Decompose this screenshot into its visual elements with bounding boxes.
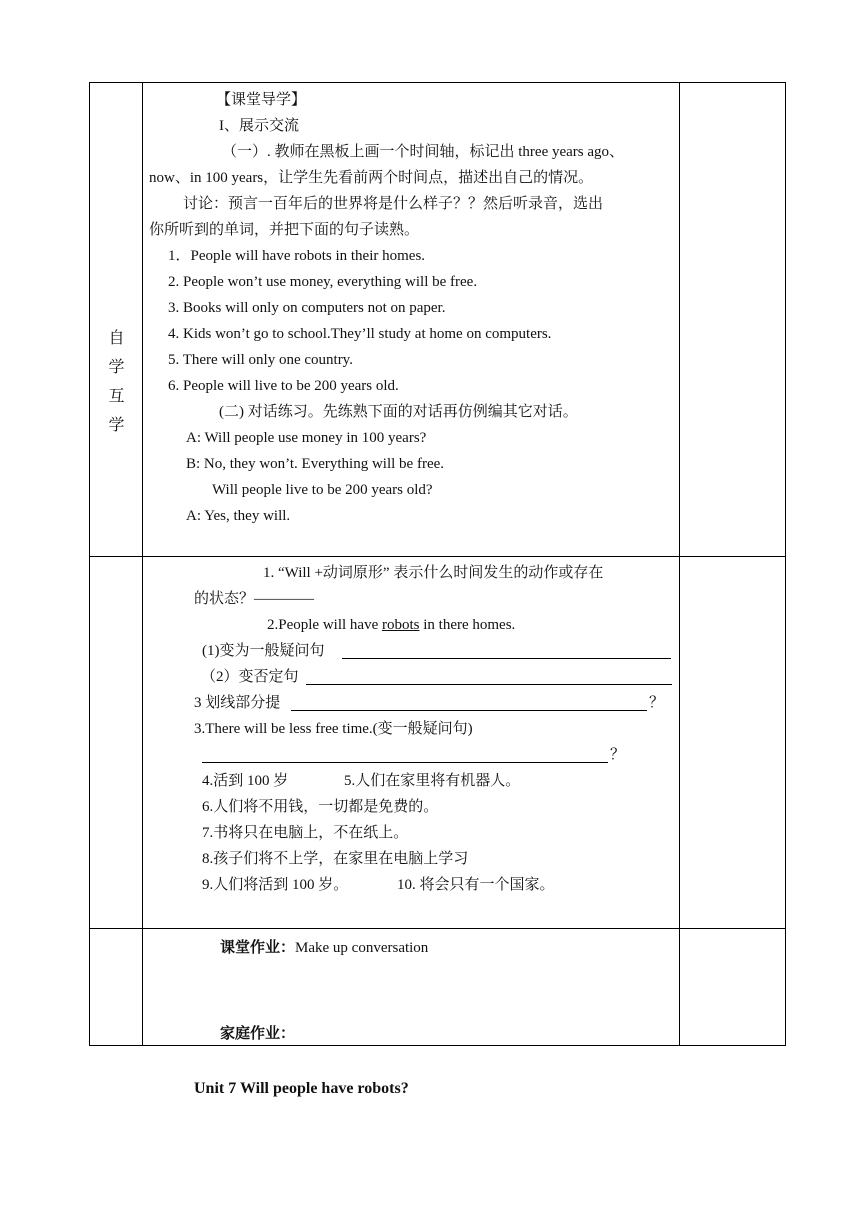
side-label: 自 学 互 学 bbox=[108, 328, 125, 434]
sentence-2: 2. People won’t use money, everything will be free. bbox=[168, 274, 478, 290]
unit-title: Unit 7 Will people have robots? bbox=[194, 1080, 409, 1097]
translation-4: 4.活到 100 岁 bbox=[202, 773, 289, 789]
question-1-line2: 的状态？———— bbox=[194, 591, 315, 607]
notes-cell bbox=[680, 83, 786, 557]
question-mark: ？ bbox=[649, 695, 665, 711]
answer-blank[interactable] bbox=[342, 658, 671, 659]
para2-line2: 你所听到的单词，并把下面的句子读熟。 bbox=[149, 222, 420, 238]
para1-line1: （一）. 教师在黑板上画一个时间轴，标记出 three years ago、 bbox=[222, 144, 625, 160]
row-label-cell-empty bbox=[90, 557, 143, 929]
dialogue-line-1: A: Will people use money in 100 years? bbox=[186, 430, 427, 446]
row-label-cell-empty bbox=[90, 929, 143, 1046]
para2-line1: 讨论：预言一百年后的世界将是什么样子？？然后听录音，选出 bbox=[183, 196, 604, 212]
homework-line bbox=[220, 1024, 295, 1043]
row-label-cell bbox=[90, 83, 143, 557]
sentence-5: 5. There will only one country. bbox=[168, 352, 353, 368]
table-row-self-study bbox=[90, 83, 786, 557]
answer-blank[interactable] bbox=[202, 762, 608, 763]
answer-blank[interactable] bbox=[306, 684, 672, 685]
notes-cell bbox=[680, 557, 786, 929]
content-cell-exercises bbox=[143, 557, 680, 929]
classwork-line bbox=[220, 938, 428, 957]
translation-7: 7.书将只在电脑上，不在纸上。 bbox=[202, 825, 409, 841]
content-cell-self-study bbox=[143, 83, 680, 557]
task-negative: （2）变否定句 bbox=[201, 669, 299, 685]
lesson-plan-table bbox=[89, 82, 786, 1046]
question-mark: ？ bbox=[610, 747, 626, 763]
table-row-exercises bbox=[90, 557, 786, 929]
sentence-1: 1．People will have robots in their homes. bbox=[168, 248, 426, 264]
classwork-text: Make up conversation bbox=[295, 940, 429, 956]
question-1-line1: 1. “Will +动词原形” 表示什么时间发生的动作或存在 bbox=[263, 565, 604, 581]
section-heading: 【课堂导学】 bbox=[216, 92, 307, 108]
dialogue-line-3: Will people live to be 200 years old? bbox=[212, 482, 433, 498]
notes-cell bbox=[680, 929, 786, 1046]
sentence-6: 6. People will live to be 200 years old. bbox=[168, 378, 399, 394]
answer-blank[interactable] bbox=[291, 710, 647, 711]
translation-8: 8.孩子们将不上学，在家里在电脑上学习 bbox=[202, 851, 469, 867]
task-question-underlined: 3 划线部分提 bbox=[194, 695, 281, 711]
content-cell-homework bbox=[143, 929, 680, 1046]
part1-title: I、展示交流 bbox=[219, 118, 299, 134]
part2-title: (二) 对话练习。先练熟下面的对话再仿例编其它对话。 bbox=[219, 404, 578, 420]
translation-6: 6.人们将不用钱，一切都是免费的。 bbox=[202, 799, 439, 815]
homework-label: 家庭作业： bbox=[220, 1024, 296, 1042]
underlined-word: robots bbox=[381, 617, 420, 633]
table-row-homework bbox=[90, 929, 786, 1046]
sentence-3: 3. Books will only on computers not on paper. bbox=[168, 300, 446, 316]
translation-5: 5.人们在家里将有机器人。 bbox=[344, 773, 521, 789]
question-3: 3.There will be less free time.(变一般疑问句) bbox=[194, 721, 473, 737]
dialogue-line-4: A: Yes, they will. bbox=[186, 508, 291, 524]
para1-line2: now、in 100 years，让学生先看前两个时间点，描述出自己的情况。 bbox=[149, 170, 594, 186]
classwork-label: 课堂作业： bbox=[220, 938, 296, 956]
dialogue-line-2: B: No, they won’t. Everything will be free. bbox=[186, 456, 445, 472]
task-general-question: (1)变为一般疑问句 bbox=[202, 643, 325, 659]
question-2: 2.People will have robots in there homes. bbox=[267, 617, 516, 633]
translation-9: 9.人们将活到 100 岁。 bbox=[202, 877, 349, 893]
translation-10: 10. 将会只有一个国家。 bbox=[397, 877, 555, 893]
sentence-4: 4. Kids won’t go to school.They’ll study at home on computers. bbox=[168, 326, 552, 342]
